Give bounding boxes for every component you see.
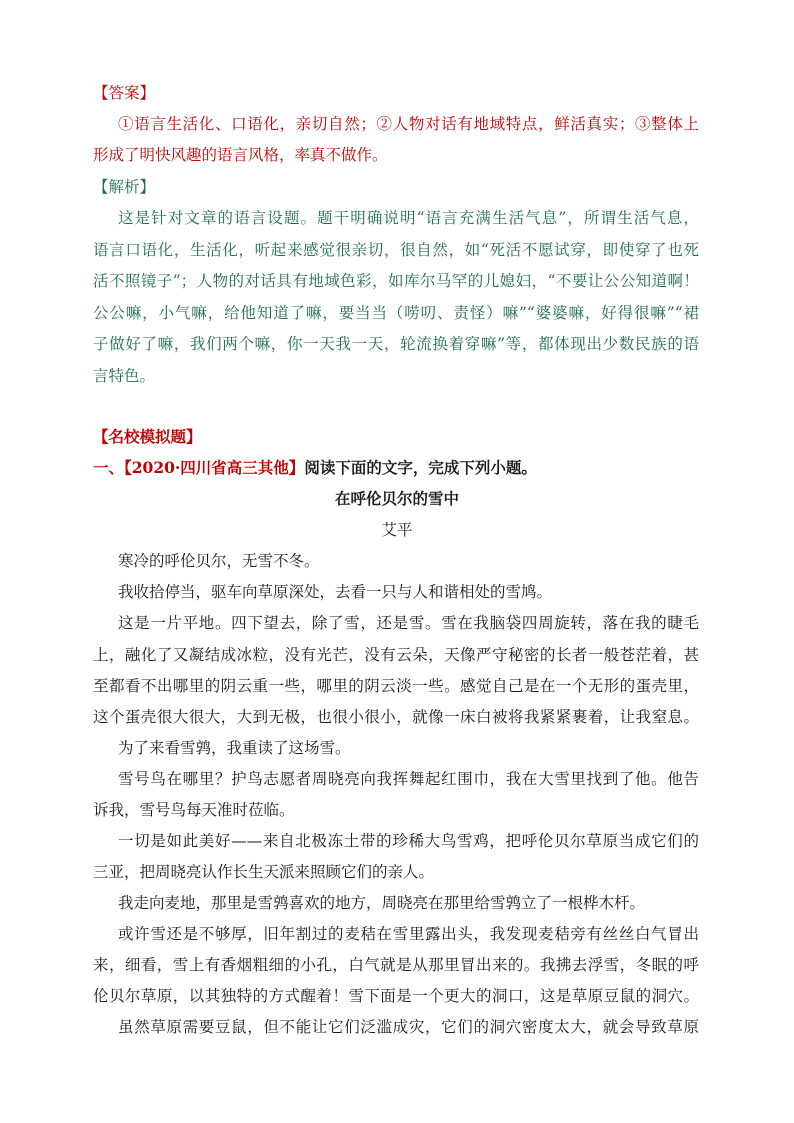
mock-heading: 【名校模拟题】 xyxy=(93,427,202,446)
article-line-6: 这个蛋壳很大很大，大到无极，也很小很小，就像一床白被将我紧紧裹着，让我窒息。 xyxy=(93,708,699,726)
analysis-line-6: 言特色。 xyxy=(93,367,156,385)
analysis-line-1: 这是针对文章的语言设题。题干明确说明“语言充满生活气息”，所谓生活气息， xyxy=(118,209,699,227)
question-source: 【2020·四川省高三其他】 xyxy=(124,458,305,477)
article-line-4: 上，融化了又凝结成冰粒，没有光芒，没有云朵，天像严守秘密的长者一般苍茫着，甚 xyxy=(93,646,699,664)
article-title: 在呼伦贝尔的雪中 xyxy=(334,489,459,508)
analysis-line-2: 语言口语化，生活化，听起来感觉很亲切，很自然，如“死活不愿试穿，即使穿了也死 xyxy=(93,241,699,259)
article-line-2: 我收拾停当，驱车向草原深处，去看一只与人和谐相处的雪鸠。 xyxy=(118,583,553,601)
article-line-14: 来，细看，雪上有香烟粗细的小孔，白气就是从那里冒出来的。我拂去浮雪，冬眠的呼 xyxy=(93,956,699,974)
question-text: 阅读下面的文字，完成下列小题。 xyxy=(304,458,537,477)
article-line-13: 或许雪还是不够厚，旧年割过的麦秸在雪里露出头，我发现麦秸旁有丝丝白气冒出 xyxy=(118,925,699,943)
question-prefix: 一、 xyxy=(93,458,125,477)
article-author: 艾平 xyxy=(381,521,413,539)
question-header xyxy=(93,458,699,478)
answer-heading: 【答案】 xyxy=(93,84,156,102)
article-line-12: 我走向麦地，那里是雪鹑喜欢的地方，周晓亮在那里给雪鹑立了一根桦木杆。 xyxy=(118,894,646,912)
analysis-line-4: 公公嘛，小气嘛，给他知道了嘛，要当当（唠叨、责怪）嘛”“婆婆嘛，好得很嘛”“裙 xyxy=(93,304,699,322)
article-line-15: 伦贝尔草原，以其独特的方式醒着！雪下面是一个更大的洞口，这是草原豆鼠的洞穴。 xyxy=(93,987,699,1005)
article-line-3: 这是一片平地。四下望去，除了雪，还是雪。雪在我脑袋四周旋转，落在我的睫毛 xyxy=(118,614,699,632)
article-line-8: 雪号鸟在哪里？护鸟志愿者周晓亮向我挥舞起红围巾，我在大雪里找到了他。他告 xyxy=(118,770,699,788)
article-line-5: 至都看不出哪里的阴云重一些，哪里的阴云淡一些。感觉自己是在一个无形的蛋壳里， xyxy=(93,677,699,695)
analysis-heading: 【解析】 xyxy=(93,178,156,196)
article-line-1: 寒冷的呼伦贝尔，无雪不冬。 xyxy=(118,552,320,570)
article-line-9: 诉我，雪号鸟每天准时莅临。 xyxy=(93,801,295,819)
answer-line-2: 形成了明快风趣的语言风格，率真不做作。 xyxy=(93,146,388,164)
article-line-10: 一切是如此美好——来自北极冻土带的珍稀大鸟雪鸡，把呼伦贝尔草原当成它们的 xyxy=(118,832,699,850)
article-line-7: 为了来看雪鹑，我重读了这场雪。 xyxy=(118,739,351,757)
analysis-line-3: 活不照镜子”；人物的对话具有地域色彩，如库尔马罕的儿媳妇，“不要让公公知道啊！ xyxy=(93,272,699,290)
analysis-line-5: 子做好了嘛，我们两个嘛，你一天我一天，轮流换着穿嘛”等，都体现出少数民族的语 xyxy=(93,335,699,353)
article-line-11: 三亚，把周晓亮认作长生天派来照顾它们的亲人。 xyxy=(93,863,435,881)
article-line-16: 虽然草原需要豆鼠，但不能让它们泛滥成灾，它们的洞穴密度太大，就会导致草原 xyxy=(118,1018,699,1036)
answer-line-1: ①语言生活化、口语化，亲切自然；②人物对话有地域特点，鲜活真实；③整体上 xyxy=(118,115,699,133)
